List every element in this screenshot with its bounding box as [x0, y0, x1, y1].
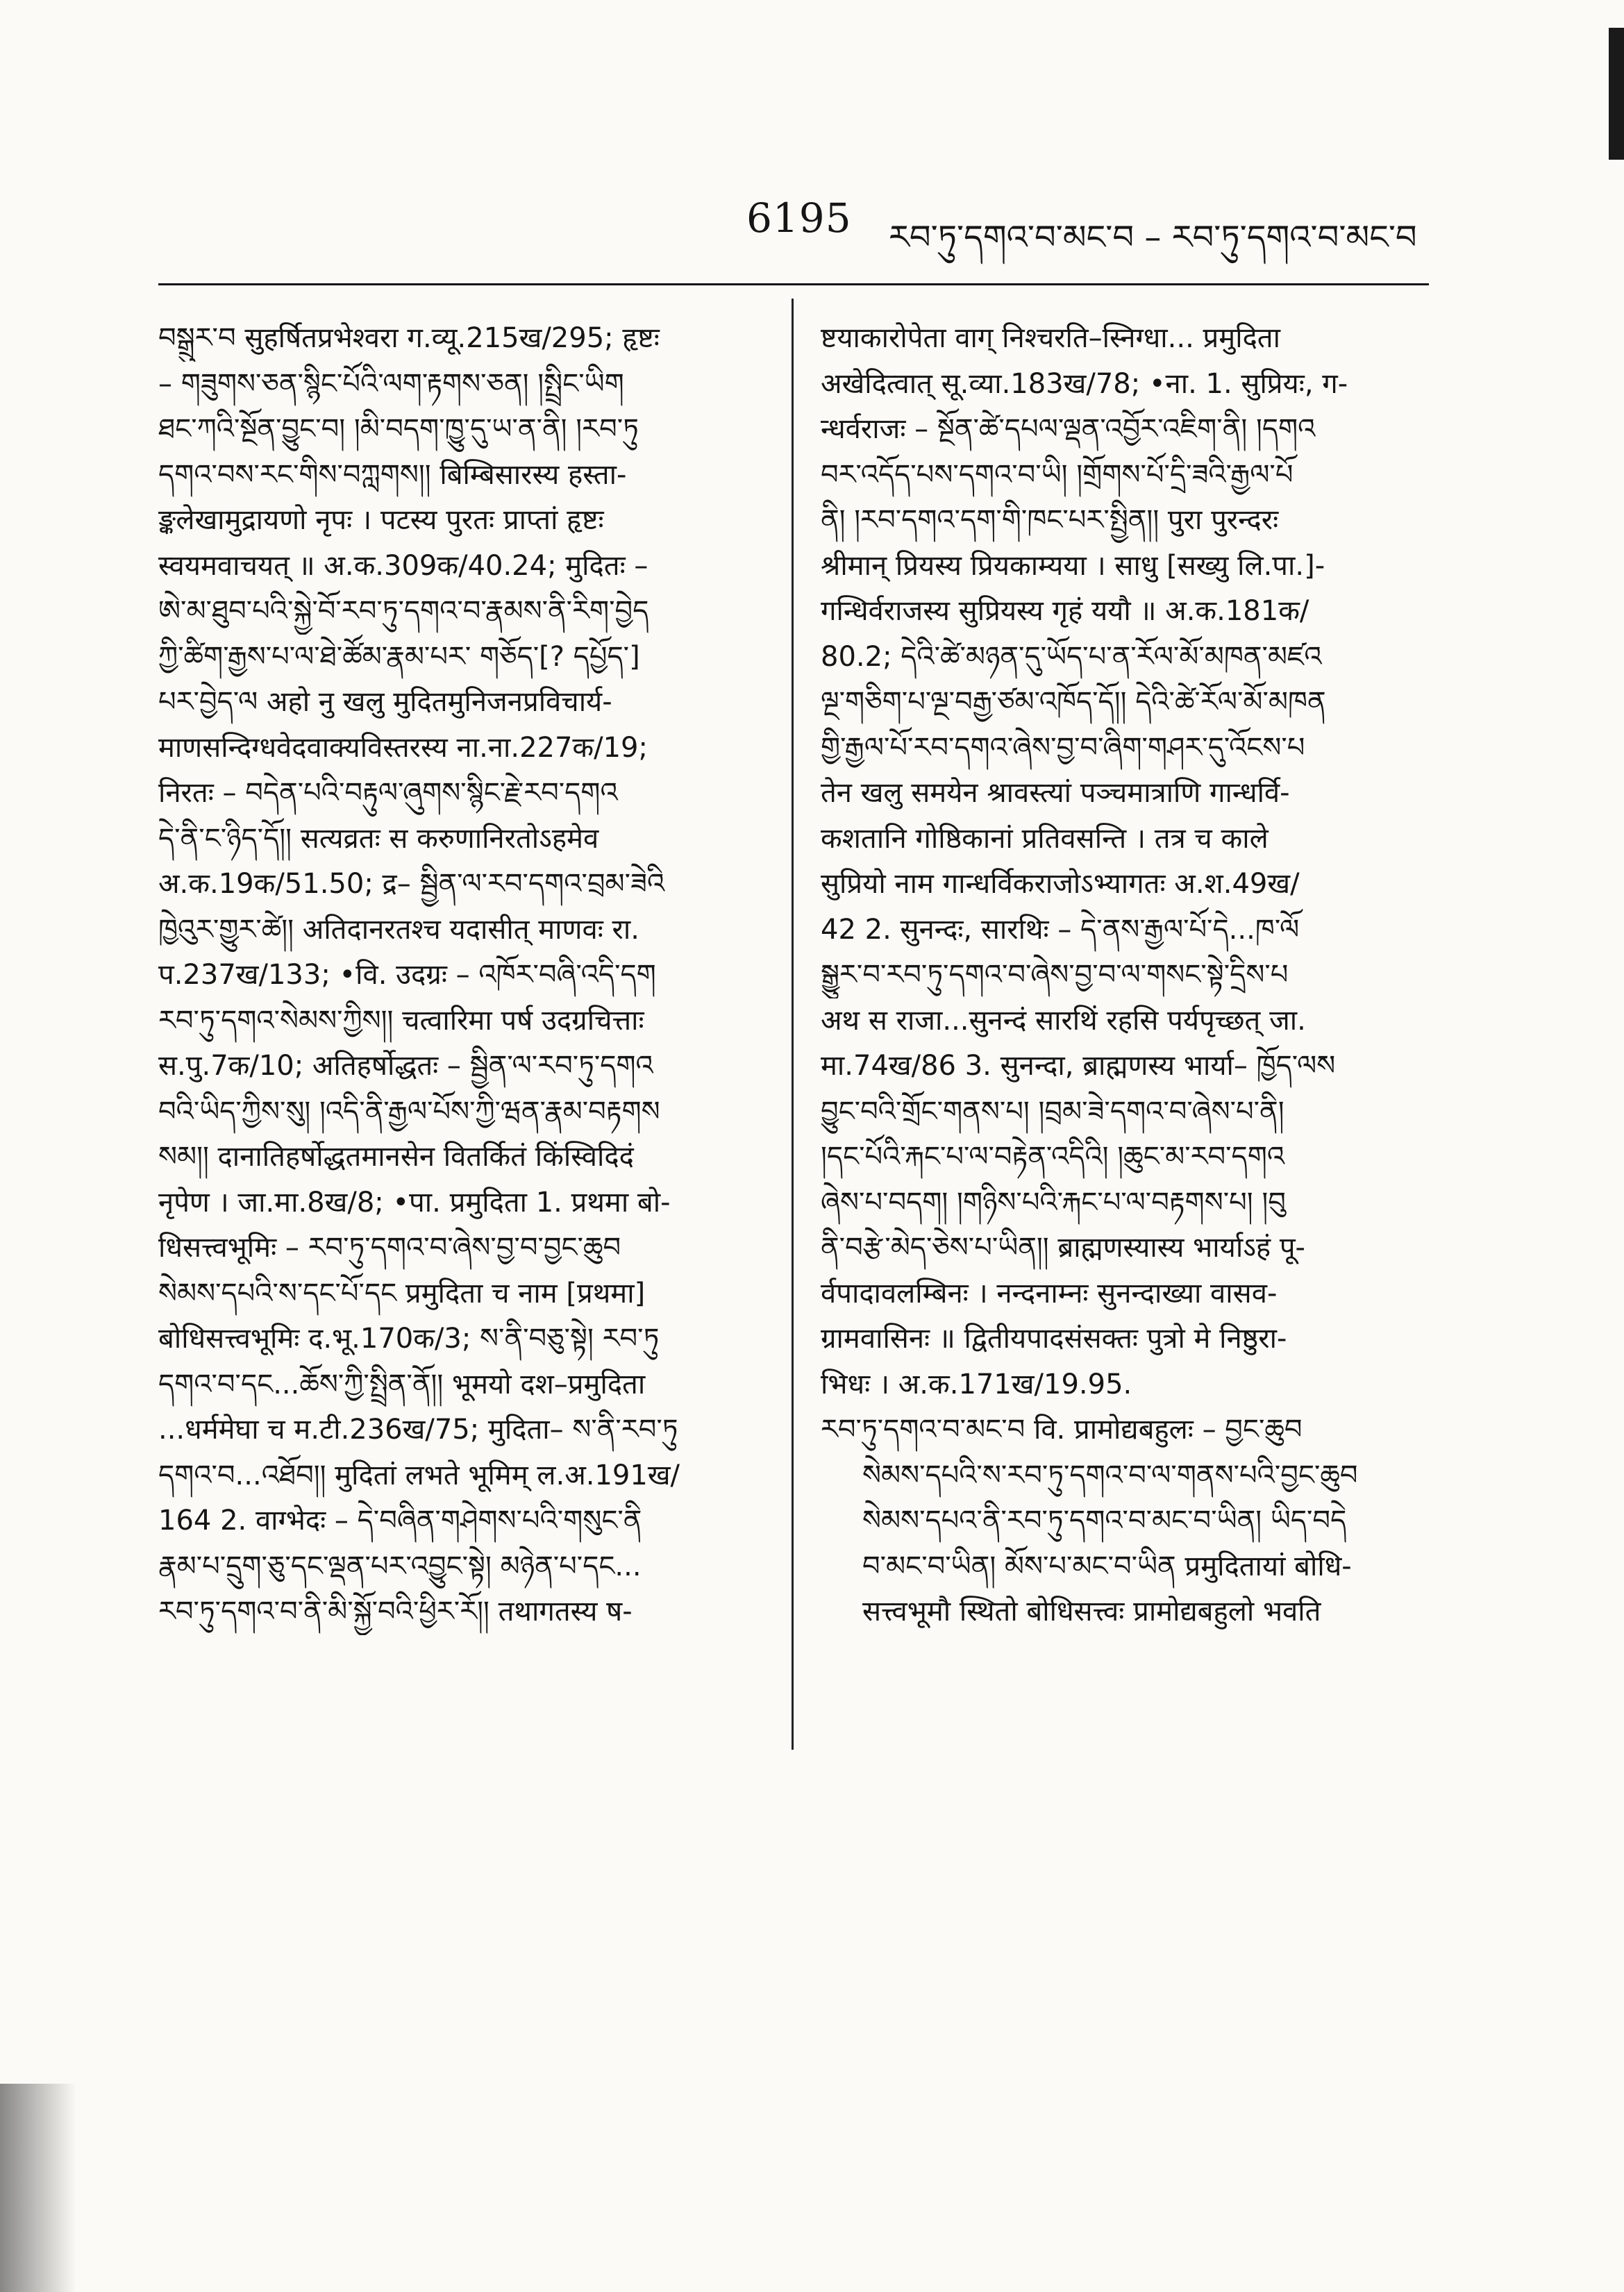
text-line: प.237ख/133; •वि. उदग्रः – འཁོར་བཞི་འདི་དག	[158, 959, 656, 991]
text-line: ལྔ་གཅིག་པ་ལྔ་བརྒྱ་ཙམ་འཁོད་དོ།། དེའི་ཚེ་རོལ་མོ་མཁན	[821, 686, 1326, 718]
text-line: སེམས་དཔའི་ས་རབ་ཏུ་དགའ་བ་ལ་གནས་པའི་བྱང་ཆུབ	[862, 1459, 1358, 1491]
page-number: 6195	[746, 194, 852, 242]
text-line: स्वयमवाचयत् ॥ अ.क.309क/40.24; मुदितः –	[158, 549, 648, 582]
text-line: བྱུང་བའི་གྲོང་གནས་པ། །བྲམ་ཟེ་དགའ་བ་ཞེས་པ་ནི།	[821, 1095, 1284, 1128]
text-line: बोधिसत्त्वभूमिः द.भू.170क/3; ས་ནི་བཅུ་སྟེ། རབ་ཏུ	[158, 1323, 660, 1355]
text-line: श्रीमान् प्रियस्य प्रियकाम्यया । साधु [सख्यु लि.पा.]-	[821, 549, 1325, 582]
text-line: དགའ་བས་རང་གིས་བཀླགས།། बिम्बिसारस्य हस्ता-	[158, 458, 627, 491]
text-line: རབ་ཏུ་དགའ་སེམས་ཀྱིས།། चत्वारिमा पर्ष उदग्रचित्ताः	[158, 1004, 644, 1037]
text-line: अखेदित्वात् सू.व्या.183ख/78; •ना. 1. सुप्रियः, ग-	[821, 367, 1348, 400]
text-line: དེ་ནི་ང་ཉིད་དོ།། सत्यव्रतः स करुणानिरतोऽहमेव	[158, 822, 599, 855]
text-line: པར་བྱེད་ལ अहो नु खलु मुदितमुनिजनप्रविचार्य-	[158, 686, 612, 718]
text-line: རབ་ཏུ་དགའ་བ་ནི་མི་སྐྱོ་བའི་ཕྱིར་རོ།། तथागतस्य ष-	[158, 1596, 633, 1628]
text-line: བར་འདོད་པས་དགའ་བ་ཡི། །གྲོགས་པོ་དྲི་ཟའི་རྒྱལ་པོ	[821, 458, 1294, 491]
column-divider	[792, 299, 794, 1750]
text-line: गन्धिर्वराजस्य सुप्रियस्य गृहं ययौ ॥ अ.क.181क/	[821, 595, 1309, 627]
text-line: ཨེ་མ་ཐུབ་པའི་སྐྱེ་བོ་རབ་ཏུ་དགའ་བ་རྣམས་ནི་རིག་བྱེད	[158, 595, 649, 627]
text-line: न्धर्वराजः – སྔོན་ཚེ་དཔལ་ལྡན་འབྱོར་འཇིག་ནི། །དགའ	[821, 413, 1316, 445]
text-line: རབ་ཏུ་དགའ་བ་མང་བ वि. प्रामोद्यबहुलः – བྱང་ཆུབ	[821, 1414, 1303, 1446]
text-line: དགའ་བ...འཐོབ།། मुदितां लभते भूमिम् ल.अ.191ख/	[158, 1459, 680, 1491]
text-line: དགའ་བ་དང...ཆོས་ཀྱི་སྤྲིན་ནོ།། भूमयो दश–प्रमुदिता	[158, 1368, 646, 1400]
text-line: मा.74ख/86 3. सुनन्दा, ब्राह्मणस्य भार्या– ཁྱོད་ལས	[821, 1050, 1336, 1082]
text-line: ནི། །རབ་དགའ་དག་གི་ཁང་པར་སྤྱིན།། पुरा पुरन्दरः	[821, 504, 1279, 536]
text-line: རྣམ་པ་དྲུག་ཅུ་དང་ལྡན་པར་འབྱུང་སྟེ། མཉེན་པ་དང...	[158, 1550, 642, 1582]
text-line: तेन खलु समयेन श्रावस्त्यां पञ्चमात्राणि गान्धर्वि-	[821, 777, 1290, 809]
text-line: अथ स राजा...सुनन्दं सारथिं रहसि पर्यपृच्छत् जा.	[821, 1004, 1306, 1037]
text-line: ङ्कलेखामुद्रायणो नृपः । पटस्य पुरतः प्राप्तां हृष्टः	[158, 504, 604, 536]
page-edge-shadow-right	[1609, 28, 1624, 160]
left-column	[158, 316, 769, 1635]
text-line: 42 2. सुनन्दः, सारथिः – དེ་ནས་རྒྱལ་པོ་དེ...ཁ་ལོ	[821, 913, 1300, 946]
text-line: भिधः । अ.क.171ख/19.95.	[821, 1368, 1132, 1400]
text-line: གྱི་རྒྱལ་པོ་རབ་དགའ་ཞེས་བྱ་བ་ཞིག་གཤར་དུ་འོངས་པ	[821, 731, 1305, 764]
text-line: སམ།། दानातिहर्षोद्धतमानसेन वितर्कितं किंस्विदिदं	[158, 1141, 634, 1173]
text-line: ष्टयाकारोपेता वाग् निश्चरति–स्निग्धा... प्रमुदिता	[821, 322, 1280, 354]
text-line: སེམས་དཔའི་ས་དང་པོ་དང प्रमुदिता च नाम [प्रथमा]	[158, 1277, 646, 1310]
text-line: ཞེས་པ་བདག། །གཉིས་པའི་རྐང་པ་ལ་བརྟགས་པ། །བུ	[821, 1186, 1286, 1219]
text-line: བསྒྲུར་བ सुहर्षितप्रभेश्वरा ग.व्यू.215ख/295; हृष्टः	[158, 322, 660, 354]
text-line: र्वपादावलम्बिनः । नन्दनाम्नः सुनन्दाख्या वासव-	[821, 1277, 1278, 1310]
text-line: །དང་པོའི་རྐང་པ་ལ་བརྟེན་འདིའི། །ཆུང་མ་རབ་དགའ	[821, 1141, 1285, 1173]
text-line: सत्त्वभूमौ स्थितो बोधिसत्त्वः प्रामोद्यबहुलो भवति	[862, 1596, 1321, 1628]
text-line: नृपेण । जा.मा.8ख/8; •पा. प्रमुदिता 1. प्रथमा बो-	[158, 1186, 671, 1219]
text-line: स.पु.7क/10; अतिहर्षोद्धतः – སྦྱིན་ལ་རབ་ཏུ་དགའ	[158, 1050, 653, 1082]
running-head: རབ་ཏུ་དགའ་བ་མང་བ – རབ་ཏུ་དགའ་བ་མང་བ	[889, 218, 1417, 257]
text-line: – གཟུགས་ཅན་སྙིང་པོའི་ལག་རྟགས་ཅན། །སྤྲིང་ཡིག	[158, 367, 624, 400]
text-line: माणसन्दिग्धवेदवाक्यविस्तरस्य ना.ना.227क/19;	[158, 731, 648, 764]
text-line: ཁྱེའུར་གྱུར་ཚེ།། अतिदानरतश्च यदासीत् माणवः रा.	[158, 913, 639, 946]
text-line: निरतः – བདེན་པའི་བརྟུལ་ཞུགས་སྙིང་རྗེ་རབ་དགའ	[158, 777, 618, 809]
text-line: བའི་ཡིད་ཀྱིས་སུ། །འདི་ནི་རྒྱལ་པོས་ཀྱི་ཝན་རྣམ་བརྟགས	[158, 1095, 660, 1128]
text-line: ཐང་ཀའི་སྔོན་བྱུང་བ། །མི་བདག་ཁྱུ་དུ་ཡ་ན་ནི། །རབ་ཏུ	[158, 413, 639, 445]
text-line: ...धर्ममेघा च म.टी.236ख/75; मुदिता– ས་ནི་རབ་ཏུ	[158, 1414, 678, 1446]
text-line: ནི་བརྩེ་མེད་ཅེས་པ་ཡིན།། ब्राह्मणस्यास्य भार्याऽहं पू-	[821, 1232, 1305, 1264]
text-line: धिसत्त्वभूमिः – རབ་ཏུ་དགའ་བ་ཞེས་བྱ་བ་བྱང་ཆུབ	[158, 1232, 621, 1264]
page-header	[0, 187, 1624, 257]
right-column	[821, 316, 1432, 1635]
text-line: ཀྱི་ཚིག་རྒྱས་པ་ལ་ཐེ་ཚོམ་རྣམ་པར་ གཅོད་[? དཔྱོད་]	[158, 640, 640, 673]
text-line: अ.क.19क/51.50; द्र– སྦྱིན་ལ་རབ་དགའ་བྲམ་ཟེའི	[158, 868, 665, 900]
text-line: 80.2; དེའི་ཚེ་མཉན་དུ་ཡོད་པ་ན་རོལ་མོ་མཁན་མཛའ	[821, 640, 1322, 673]
text-line: ग्रामवासिनः ॥ द्वितीयपादसंसक्तः पुत्रो मे निष्ठुरा-	[821, 1323, 1287, 1355]
text-line: བ་མང་བ་ཡིན། མོས་པ་མང་བ་ཡིན प्रमुदितायां बोधि-	[862, 1550, 1352, 1582]
text-line: སེམས་དཔའ་ནི་རབ་ཏུ་དགའ་བ་མང་བ་ཡིན། ཡིད་བདེ	[862, 1505, 1347, 1537]
text-line: कशतानि गोष्ठिकानां प्रतिवसन्ति । तत्र च काले	[821, 822, 1269, 855]
text-line: सुप्रियो नाम गान्धर्विकराजोऽभ्यागतः अ.श.49ख/	[821, 868, 1300, 900]
text-line: སྒྱུར་བ་རབ་ཏུ་དགའ་བ་ཞེས་བྱ་བ་ལ་གསང་སྟེ་དྲིས་པ	[821, 959, 1289, 991]
header-rule	[158, 283, 1429, 285]
text-line: 164 2. वाग्भेदः – དེ་བཞིན་གཤེགས་པའི་གསུང་ནི	[158, 1505, 642, 1537]
page-edge-shadow-left	[0, 2084, 76, 2292]
